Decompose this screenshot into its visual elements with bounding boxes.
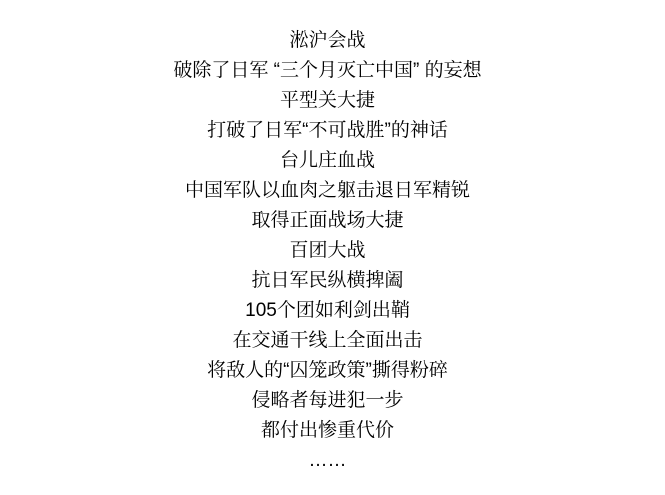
text-line: 百团大战 <box>289 240 366 261</box>
text-line: 都付出惨重代价 <box>260 420 394 441</box>
text-line: 在交通干线上全面出击 <box>232 330 423 351</box>
text-line: 中国军队以血肉之躯击退日军精锐 <box>184 180 470 201</box>
text-line: 平型关大捷 <box>279 90 375 111</box>
text-line: …… <box>308 450 347 471</box>
text-line: 105个团如利剑出鞘 <box>245 300 410 321</box>
text-line: 打破了日军“不可战胜”的神话 <box>207 120 448 141</box>
text-line: 破除了日军 “三个月灭亡中国” 的妄想 <box>173 60 482 81</box>
text-line: 淞沪会战 <box>289 30 366 51</box>
text-line: 将敌人的“囚笼政策”撕得粉碎 <box>207 360 448 381</box>
text-line: 侵略者每进犯一步 <box>251 390 404 411</box>
text-line: 抗日军民纵横捭阖 <box>251 270 404 291</box>
text-line: 取得正面战场大捷 <box>251 210 404 231</box>
text-line: 台儿庄血战 <box>279 150 375 171</box>
